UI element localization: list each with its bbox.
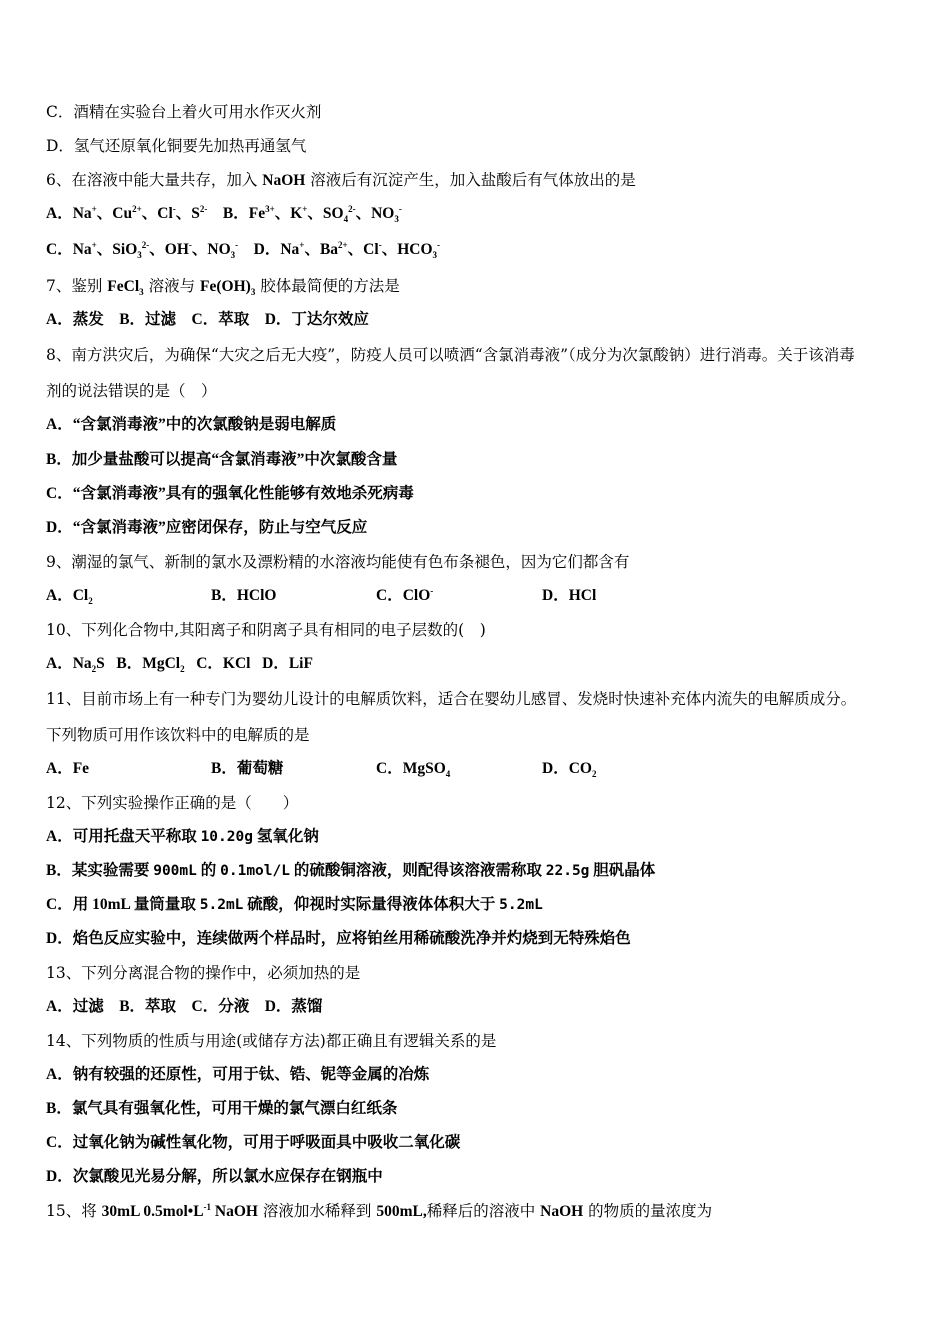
q8-option-a: A．“含氯消毒液”中的次氯酸钠是弱电解质 [46, 416, 337, 433]
q14-stem: 14、下列物质的性质与用途(或储存方法)都正确且有逻辑关系的是 [46, 1032, 497, 1050]
q5-option-d: D．氢气还原氧化铜要先加热再通氢气 [46, 137, 307, 155]
q12-option-c: C．用 10mL 量筒量取 5.2mL 硫酸，仰视时实际量得液体体积大于 5.2mL [46, 896, 543, 913]
q11-stem-line2: 下列物质可用作该饮料中的电解质的是 [46, 726, 310, 744]
q8-option-b: B．加少量盐酸可以提高“含氯消毒液”中次氯酸含量 [46, 451, 398, 468]
q8-stem-line1: 8、南方洪灾后，为确保“大灾之后无大疫”，防疫人员可以喷洒“含氯消毒液”（成分为次氯酸钠）进行消毒。关于该消毒 [46, 346, 855, 364]
q9-options: A．$Cl_2$ B．HClO C．ClO- D．HCl [46, 585, 597, 607]
q7-options: A．蒸发 B．过滤 C．萃取 D．丁达尔效应 [46, 311, 369, 328]
q8-option-d: D．“含氯消毒液”应密闭保存，防止与空气反应 [46, 519, 368, 536]
q8-stem-line2: 剂的说法错误的是（ ） [46, 382, 217, 400]
q11-stem-line1: 11、目前市场上有一种专门为婴幼儿设计的电解质饮料，适合在婴幼儿感冒、发烧时快速补充体内流失的电解质成分。 [46, 690, 857, 708]
q10-options: A．$Na_2S$ B．MgCl$_2$ C．KCl D．LiF [46, 655, 313, 675]
q14-option-a: A．钠有较强的还原性，可用于钛、锆、铌等金属的冶炼 [46, 1066, 430, 1083]
q6-options-cd: C．Na+、SiO$_3^{2-}$、OH-、$NO_3^-$ D．Na+、$Ba^{2+}$、Cl-、$HCO_3^-$ [46, 239, 440, 261]
q11-options: A．Fe B．葡萄糖 C．MgSO$_4$ D．$CO_2$ [46, 760, 597, 780]
q6-options-ab: A．Na+、$Cu^{2+}$、Cl-、$S^{2-}$ B．$Fe^{3+}$、K+、$SO_4^{2-}$、$NO_3^-$ [46, 203, 402, 225]
q12-option-b: B．某实验需要 900mL 的 0.1mol/L 的硫酸铜溶液，则配得该溶液需称取 22.5g 胆矾晶体 [46, 862, 656, 879]
q10-stem: 10、下列化合物中,其阳离子和阴离子具有相同的电子层数的( ) [46, 621, 486, 639]
q14-option-c: C．过氧化钠为碱性氧化物，可用于呼吸面具中吸收二氧化碳 [46, 1134, 461, 1151]
q12-option-a: A．可用托盘天平称取 10.20g 氢氧化钠 [46, 828, 319, 845]
q7-stem: 7、鉴别 FeCl$_3$ 溶液与 $Fe(OH)_3$ 胶体最简便的方法是 [46, 277, 400, 298]
q5-option-c: C．酒精在实验台上着火可用水作灭火剂 [46, 103, 322, 121]
q12-stem: 12、下列实验操作正确的是（ ） [46, 794, 299, 812]
q13-stem: 13、下列分离混合物的操作中，必须加热的是 [46, 964, 361, 982]
q13-options: A．过滤 B．萃取 C．分液 D．蒸馏 [46, 998, 323, 1015]
q12-option-d: D．焰色反应实验中，连续做两个样品时，应将铂丝用稀硫酸洗净并灼烧到无特殊焰色 [46, 930, 631, 947]
q9-stem: 9、潮湿的氯气、新制的氯水及漂粉精的水溶液均能使有色布条褪色，因为它们都含有 [46, 553, 630, 571]
q8-option-c: C．“含氯消毒液”具有的强氧化性能够有效地杀死病毒 [46, 485, 414, 502]
q14-option-b: B．氯气具有强氧化性，可用干燥的氯气漂白红纸条 [46, 1100, 398, 1117]
q6-stem: 6、在溶液中能大量共存，加入 NaOH 溶液后有沉淀产生，加入盐酸后有气体放出的是 [46, 171, 636, 189]
q15-stem: 15、将 30mL $0.5mol•L^{-1}$ NaOH 溶液加水稀释到 500mL,稀释后的溶液中 NaOH 的物质的量浓度为 [46, 1201, 713, 1220]
q14-option-d: D．次氯酸见光易分解，所以氯水应保存在钢瓶中 [46, 1168, 383, 1185]
